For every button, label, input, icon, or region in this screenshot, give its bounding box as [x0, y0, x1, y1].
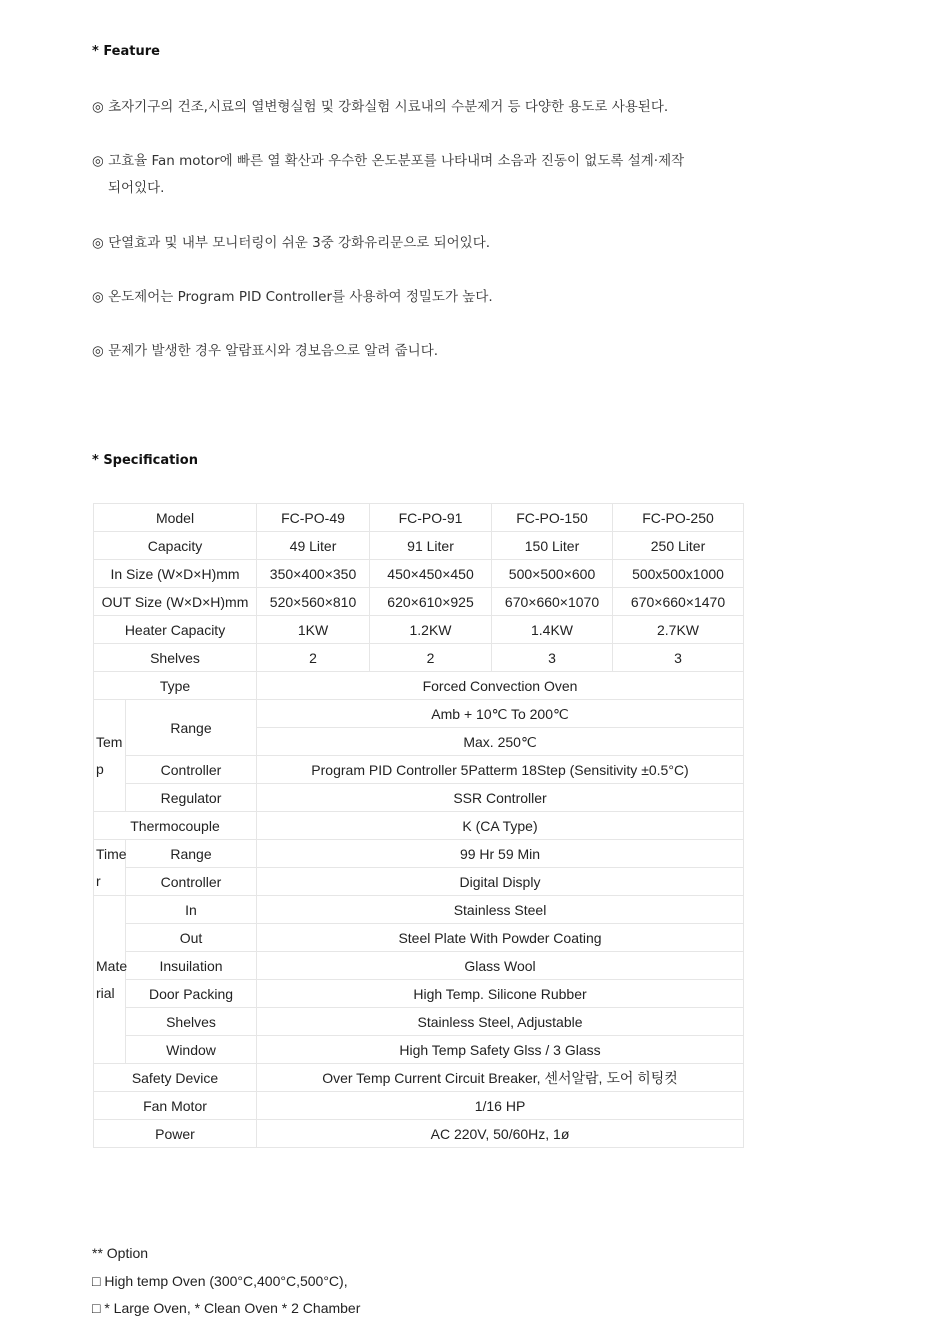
spec-label-cell: Safety Device — [94, 1064, 257, 1092]
spec-label-cell: Heater Capacity — [94, 616, 257, 644]
spec-label-cell: Controller — [126, 756, 257, 784]
spec-value-cell: 350×400×350 — [257, 560, 370, 588]
table-row — [94, 896, 744, 924]
feature-item-continuation: 되어있다. — [108, 180, 165, 196]
spec-value-cell: 1.2KW — [370, 616, 492, 644]
table-row — [94, 980, 744, 1008]
table-row — [94, 700, 744, 728]
spec-value-cell: K (CA Type) — [257, 812, 744, 840]
spec-label-cell: Thermocouple — [94, 812, 257, 840]
spec-label-cell: Controller — [126, 868, 257, 896]
spec-label-cell: Range — [126, 700, 257, 756]
spec-header-cell: FC-PO-250 — [613, 504, 744, 532]
spec-value-cell: 500x500x1000 — [613, 560, 744, 588]
spec-value-cell: 670×660×1470 — [613, 588, 744, 616]
spec-value-cell: 500×500×600 — [492, 560, 613, 588]
table-row — [94, 532, 744, 560]
table-row — [94, 616, 744, 644]
specification-heading: * Specification — [92, 453, 198, 468]
spec-label-cell: In Size (W×D×H)mm — [94, 560, 257, 588]
spec-value-cell: 3 — [492, 644, 613, 672]
spec-group-material: Mate rial — [94, 896, 126, 1064]
spec-header-cell: FC-PO-49 — [257, 504, 370, 532]
spec-value-cell: 250 Liter — [613, 532, 744, 560]
spec-value-cell: Stainless Steel — [257, 896, 744, 924]
spec-label-cell: Window — [126, 1036, 257, 1064]
spec-value-cell: 450×450×450 — [370, 560, 492, 588]
table-row — [94, 1036, 744, 1064]
feature-item-text: ◎ 온도제어는 Program PID Controller를 사용하여 정밀도가 높다. — [92, 289, 493, 305]
spec-label-cell: Fan Motor — [94, 1092, 257, 1120]
spec-value-cell: AC 220V, 50/60Hz, 1ø — [257, 1120, 744, 1148]
feature-heading: * Feature — [92, 44, 160, 59]
table-row — [94, 784, 744, 812]
spec-label-cell: OUT Size (W×D×H)mm — [94, 588, 257, 616]
feature-item-text: ◎ 단열효과 및 내부 모니터링이 쉬운 3중 강화유리문으로 되어있다. — [92, 235, 491, 251]
feature-item — [92, 148, 732, 202]
spec-label-cell: Type — [94, 672, 257, 700]
table-row — [94, 560, 744, 588]
spec-value-cell: Program PID Controller 5Patterm 18Step (Sensitivity ±0.5°C) — [257, 756, 744, 784]
spec-label-cell: Regulator — [126, 784, 257, 812]
table-row — [94, 1120, 744, 1148]
spec-value-cell: 1.4KW — [492, 616, 613, 644]
spec-value-cell: 150 Liter — [492, 532, 613, 560]
table-row — [94, 840, 744, 868]
feature-item-text: ◎ 문제가 발생한 경우 알람표시와 경보음으로 알려 줍니다. — [92, 343, 439, 359]
spec-value-cell: High Temp. Silicone Rubber — [257, 980, 744, 1008]
spec-value-cell: 49 Liter — [257, 532, 370, 560]
table-row — [94, 504, 744, 532]
spec-value-cell: 1KW — [257, 616, 370, 644]
spec-label-cell: Shelves — [126, 1008, 257, 1036]
table-row — [94, 924, 744, 952]
table-row — [94, 672, 744, 700]
table-row — [94, 644, 744, 672]
spec-label-cell: Capacity — [94, 532, 257, 560]
table-row — [94, 1008, 744, 1036]
spec-value-cell: Over Temp Current Circuit Breaker, 센서알람, 도어 히팅컷 — [257, 1064, 744, 1092]
spec-value-cell: 2.7KW — [613, 616, 744, 644]
spec-group-temp: Tem p — [94, 700, 126, 812]
spec-label-cell: Shelves — [94, 644, 257, 672]
spec-value-cell: 91 Liter — [370, 532, 492, 560]
spec-value-cell: 520×560×810 — [257, 588, 370, 616]
spec-value-cell: Forced Convection Oven — [257, 672, 744, 700]
spec-value-cell: Steel Plate With Powder Coating — [257, 924, 744, 952]
feature-item — [92, 284, 732, 311]
spec-table — [93, 503, 744, 1148]
spec-header-cell: FC-PO-150 — [492, 504, 613, 532]
feature-item-text: ◎ 초자기구의 건조,시료의 열변형실험 및 강화실험 시료내의 수분제거 등 다양한 용도로 사용된다. — [92, 99, 669, 115]
spec-value-cell: 620×610×925 — [370, 588, 492, 616]
table-row — [94, 952, 744, 980]
spec-value-cell: 2 — [370, 644, 492, 672]
table-row — [94, 588, 744, 616]
spec-header-cell: Model — [94, 504, 257, 532]
spec-label-cell: In — [126, 896, 257, 924]
table-row — [94, 868, 744, 896]
spec-label-cell: Door Packing — [126, 980, 257, 1008]
spec-value-cell: SSR Controller — [257, 784, 744, 812]
spec-value-cell: Digital Disply — [257, 868, 744, 896]
spec-label-cell: Insuilation — [126, 952, 257, 980]
spec-label-cell: Out — [126, 924, 257, 952]
option-item: □ * Large Oven, * Clean Oven * 2 Chamber — [92, 1300, 361, 1316]
spec-value-cell: Stainless Steel, Adjustable — [257, 1008, 744, 1036]
spec-value-cell: 670×660×1070 — [492, 588, 613, 616]
spec-group-timer: Time r — [94, 840, 126, 896]
spec-header-cell: FC-PO-91 — [370, 504, 492, 532]
option-item: □ High temp Oven (300°C,400°C,500°C), — [92, 1273, 348, 1289]
feature-item — [92, 94, 732, 121]
spec-value-cell: 99 Hr 59 Min — [257, 840, 744, 868]
table-row — [94, 1092, 744, 1120]
table-row — [94, 812, 744, 840]
feature-item-text: ◎ 고효율 Fan motor에 빠른 열 확산과 우수한 온도분포를 나타내며 소음과 진동이 없도록 설계·제작 — [92, 153, 685, 169]
option-heading: ** Option — [92, 1245, 149, 1261]
spec-label-cell: Power — [94, 1120, 257, 1148]
spec-label-cell: Range — [126, 840, 257, 868]
spec-value-cell: Glass Wool — [257, 952, 744, 980]
spec-value-cell: Max. 250℃ — [257, 728, 744, 756]
spec-value-cell: High Temp Safety Glss / 3 Glass — [257, 1036, 744, 1064]
table-row — [94, 1064, 744, 1092]
feature-item — [92, 338, 732, 365]
table-row — [94, 756, 744, 784]
spec-value-cell: 3 — [613, 644, 744, 672]
feature-item — [92, 230, 732, 257]
spec-value-cell: 2 — [257, 644, 370, 672]
spec-value-cell: 1/16 HP — [257, 1092, 744, 1120]
spec-value-cell: Amb + 10℃ To 200℃ — [257, 700, 744, 728]
